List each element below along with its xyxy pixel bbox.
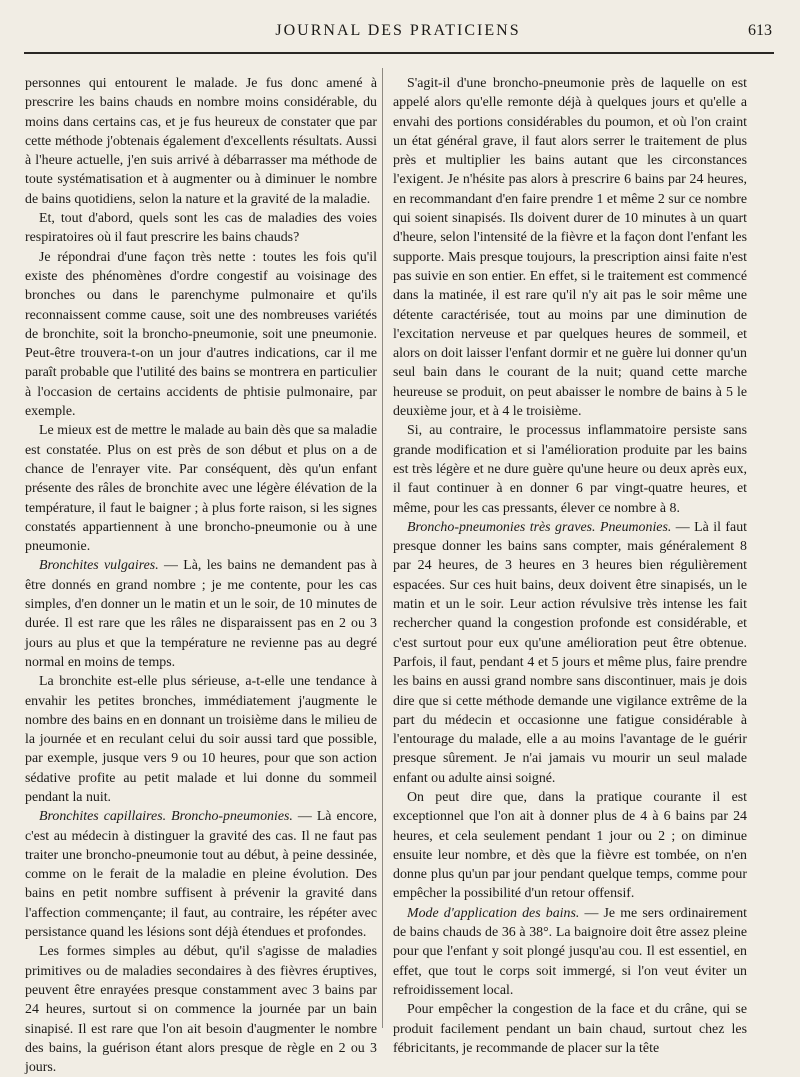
page-header [24,22,772,44]
section-heading: Mode d'application des bains. [407,905,580,921]
paragraph: La bronchite est-elle plus sérieuse, a-t-elle une tendance à envahir les petites bronches, immédiatement j'augmente le nombre des bains en en donnant un troisième dans le milieu de la journée et en reculant celui du soir aussi tard que possible, par exemple, jusque vers 9 ou 10 heures, pour que son action sédative profite au petit malade et lui donne du sommeil pendant la nuit. [25,674,377,805]
left-column [25,74,377,1076]
paragraph: Je répondrai d'une façon très nette : toutes les fois qu'il existe des phénomènes d'ordre congestif au voisinage des bronches ou dans le parenchyme pulmonaire et qu'ils reconnaissent comme cause, soit une des nombreuses variétés de bronchite, soit la broncho-pneumonie, soit une pneumonie. Peut-être trouvera-t-on un jour d'autres indications, car il me paraît probable que l'utilité des bains se montrera en particulier à l'occasion de certains accidents de phtisie pulmonaire, par exemple. [25,249,377,420]
page-number: 613 [748,22,772,39]
paragraph: Pour empêcher la congestion de la face et du crâne, qui se produit facilement pendant un bain chaud, surtout chez les fébricitants, je recommande de placer sur la tête [393,1002,747,1056]
paragraph: personnes qui entourent le malade. Je fus donc amené à prescrire les bains chauds en nombre moins considérable, du moins dans certains cas, et je fus heureux de constater que par cette méthode j'obtenais également d'excellents résultats. Aussi à l'heure actuelle, j'en suis arrivé à débarrasser ma méthode de toute systématisation et à augmenter ou à diminuer le nombre de bains quotidiens, selon la nature et la gravité de la maladie. [25,76,377,207]
paragraph-text: — Là encore, c'est au médecin à distinguer la gravité des cas. Il ne faut pas traiter une broncho-pneumonie tout au début, à peine dessinée, comme on le ferait de la maladie en pleine évolution. Des bains en petit nombre suffisent à prévenir la gravité dans l'affection commençante; il faut, au contraire, les répéter avec persistance quand les lésions sont déjà étendues et profondes. [25,809,377,941]
paragraph-text: — Je me sers ordinairement de bains chauds de 36 à 38°. La baignoire doit être assez pleine pour que l'enfant y soit plongé jusqu'au cou. Il est essentiel, en effet, que tout le corps soit immergé, si l'on veut éviter un refroidissement local. [393,905,748,998]
paragraph [393,904,747,1000]
section-heading: Broncho-pneumonies très graves. Pneumonies. [407,519,672,535]
header-rule [24,52,774,54]
paragraph: Le mieux est de mettre le malade au bain dès que sa maladie est constatée. Plus on est près de son début et plus on a de chance de l'enrayer vite. Par conséquent, dès qu'un enfant présente des râles de bronchite avec une légère élévation de la température, il faut le baigner ; à plus forte raison, si les signes constatés appartiennent à une broncho-pneumonie ou à une pneumonie. [25,423,377,555]
section-heading: Bronchites capillaires. Broncho-pneumonies. [39,809,293,825]
paragraph: On peut dire que, dans la pratique courante il est exceptionnel que l'on ait à donner plus de 4 à 6 bains par 24 heures, et cela seulement pendant 1 jour ou 2 ; on diminue ensuite leur nombre, et dès que la fièvre est tombée, on n'en donne plus qu'un par jour pendant quelque temps, comme pour empêcher la possibilité d'un retour offensif. [393,789,747,902]
paragraph [393,518,747,788]
paragraph [25,807,377,942]
paragraph: Si, au contraire, le processus inflammatoire persiste sans grande modification et si l'amélioration produite par les bains est très légère et ne dure guère qu'une heure ou deux après eux, il faut continuer à en donner 6 par vingt-quatre heures, et même, pour les cas pressants, élever ce nombre à 8. [393,423,747,516]
paragraph: Les formes simples au début, qu'il s'agisse de maladies primitives ou de maladies secondaires à des fièvres éruptives, peuvent être enrayées presque constamment avec 3 bains par 24 heures, surtout si on commence la journée par un bain sinapisé. Il est rare que l'on ait besoin d'augmenter le nombre des bains, la guérison étant alors presque de règle en 2 ou 3 jours. [25,944,377,1076]
paragraph [25,556,377,672]
section-heading: Bronchites vulgaires. [39,558,159,574]
right-column [393,74,748,1056]
paragraph-text: — Là il faut presque donner les bains sans compter, mais généralement 8 par 24 heures, de 3 heures en 3 heures bien régulièrement espacées. Sur ces huit bains, deux doivent être sinapisés, un le matin et un le soir. Leur action révulsive très intense les fait rechercher quand la congestion profonde est considérable, et c'est surtout pour eux qu'une amélioration peut être obtenue. Parfois, il faut, pendant 4 et 5 jours et même plus, faire prendre les bains en aussi grand nombre sans discontinuer, mais je dois dire que si cette méthode demande une vigilance extrême de la part du médecin et occasionne une fatigue considérable à l'entourage du malade, elle a au moins l'avantage de le guérir presque sûrement. Je n'ai jamais vu mourir un seul malade enfant ou adulte ainsi soigné. [393,519,747,786]
running-title: JOURNAL DES PRATICIENS [275,22,521,39]
paragraph-text: — Là, les bains ne demandent pas à être donnés en grand nombre ; je me contente, pour les cas simples, d'en donner un le matin et un le soir, de 10 minutes de durée. Il est rare que les râles ne disparaissent pas en 2 ou 3 jours au plus et que la température ne revienne pas au degré normal en moins de temps. [25,558,377,670]
paragraph: Et, tout d'abord, quels sont les cas de maladies des voies respiratoires où il faut prescrire les bains chauds? [25,211,377,246]
paragraph: S'agit-il d'une broncho-pneumonie près de laquelle on est appelé alors qu'elle remonte déjà à quelques jours et qu'elle a envahi des portions considérables du poumon, et où l'on craint un état général grave, il faut alors serrer le traitement de plus près et multiplier les bains autant que les circonstances l'exigent. Je n'hésite pas alors à prescrire 6 bains par 24 heures, en recommandant d'en faire prendre 1 et même 2 sur ce nombre qui soient sinapisés. Ils doivent durer de 10 minutes à un quart d'heure, selon l'intensité de la fièvre et la façon dont l'enfant les supporte. Mais presque toujours, la prescription ainsi faite n'est pas suivie en son entier. En effet, si le traitement est commencé dans la matinée, il est rare qu'il n'y ait pas le soir même une détente caractérisée, tout au moins par une diminution de l'excitation nerveuse et par quelques heures de sommeil, et alors on doit laisser l'enfant dormir et ne guère lui donner qu'un seul bain dans le courant de la nuit; quand cette marche heureuse se produit, on peut abaisser le nombre de bains à 5 le deuxième jour, et à 4 le troisième. [393,76,747,420]
column-divider [382,68,383,1028]
